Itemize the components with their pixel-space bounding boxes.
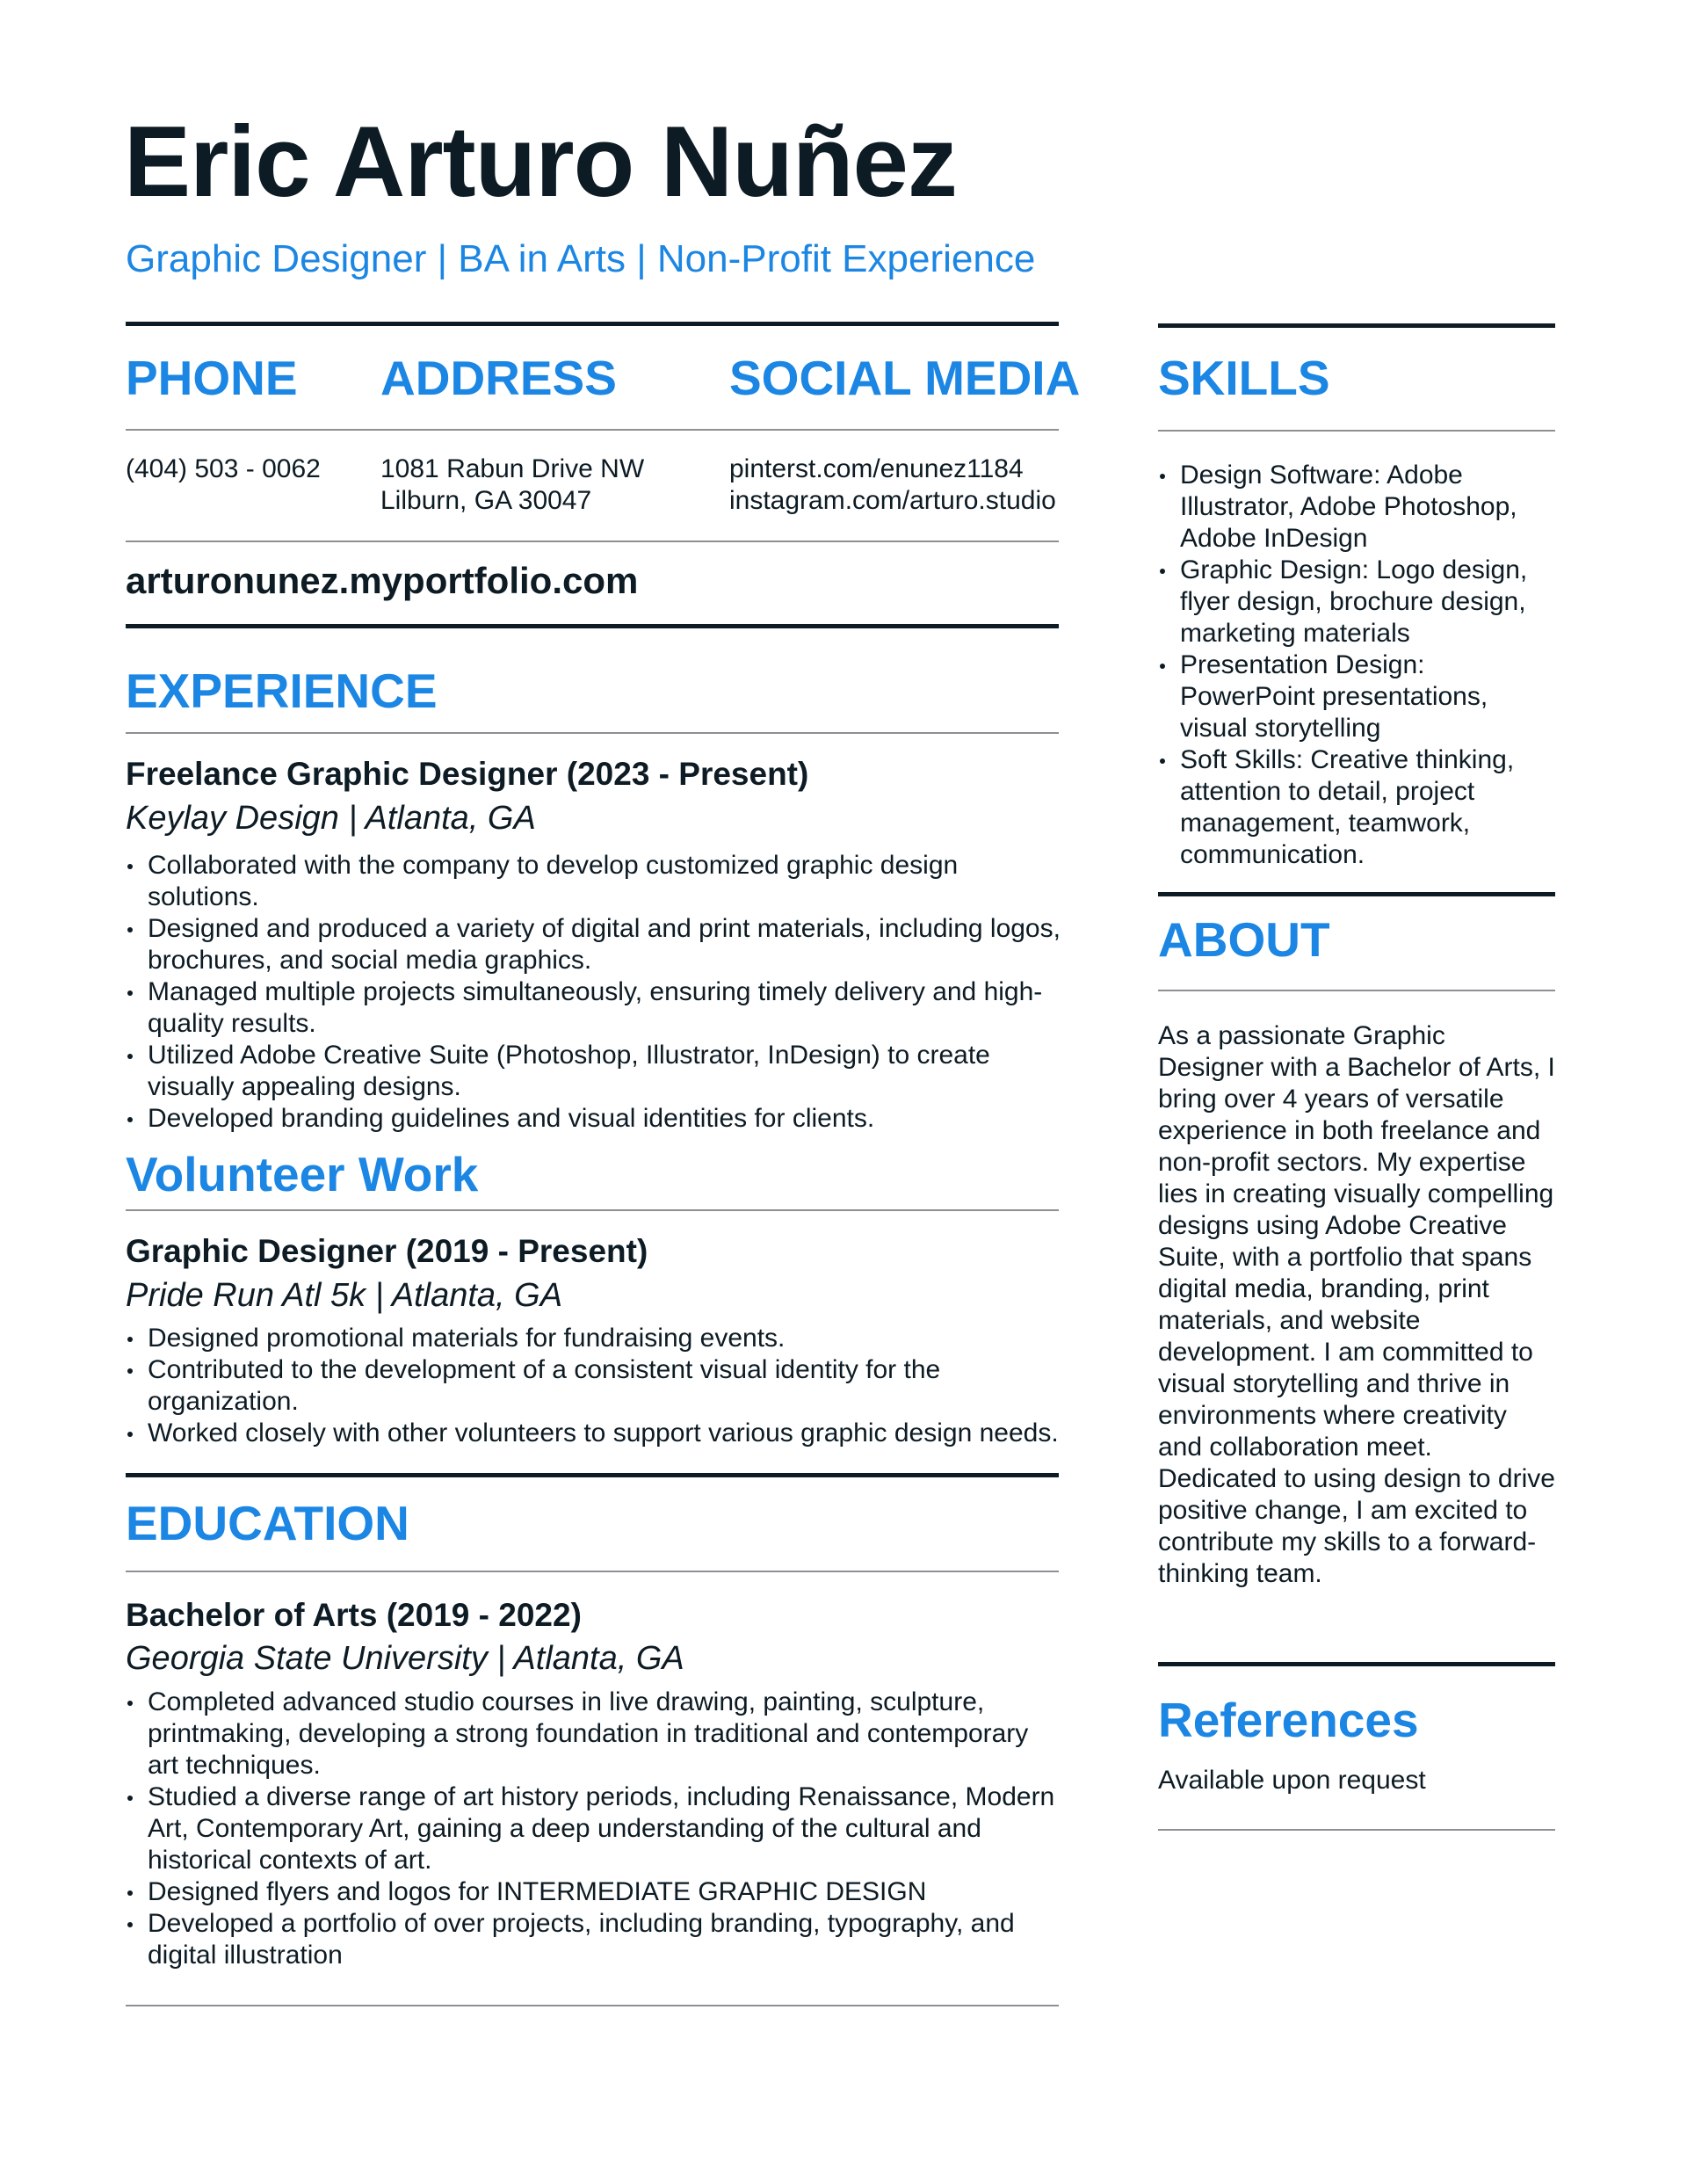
list-item: Soft Skills: Creative thinking, attention to detail, project management, teamwork, communication.: [1158, 744, 1558, 871]
list-item: Completed advanced studio courses in live drawing, painting, sculpture, printmaking, developing a strong foundation in traditional and contemporary art techniques.: [126, 1687, 1062, 1781]
education-top-rule: [126, 1473, 1059, 1477]
list-item: Contributed to the development of a consistent visual identity for the organization.: [126, 1354, 1062, 1418]
experience-heading: EXPERIENCE: [126, 664, 438, 718]
education-degree: Bachelor of Arts (2019 - 2022): [126, 1597, 582, 1633]
experience-job-title: Freelance Graphic Designer (2023 - Present): [126, 756, 809, 792]
list-item: Designed and produced a variety of digital and print materials, including logos, brochures, and social media graphics.: [126, 913, 1062, 976]
experience-divider: [126, 732, 1059, 734]
references-text: Available upon request: [1158, 1766, 1426, 1795]
phone-value: (404) 503 - 0062: [126, 454, 321, 483]
list-item: Managed multiple projects simultaneously, ensuring timely delivery and high-quality results.: [126, 976, 1062, 1040]
experience-bullet-list: [126, 850, 1062, 1135]
about-top-rule: [1158, 892, 1555, 896]
skills-divider: [1158, 430, 1555, 432]
address-line-2: Lilburn, GA 30047: [380, 486, 592, 515]
skills-top-rule: [1158, 323, 1555, 328]
experience-company: Keylay Design | Atlanta, GA: [126, 800, 536, 837]
contact-divider: [126, 429, 1059, 431]
address-heading: ADDRESS: [380, 351, 617, 405]
list-item: Design Software: Adobe Illustrator, Adobe Photoshop, Adobe InDesign: [1158, 460, 1558, 555]
website-rule: [126, 624, 1059, 628]
list-item: Developed a portfolio of over projects, including branding, typography, and digital illustration: [126, 1908, 1062, 1971]
list-item: Developed branding guidelines and visual identities for clients.: [126, 1103, 1062, 1135]
contact-bottom-divider: [126, 541, 1059, 542]
skills-heading: SKILLS: [1158, 351, 1330, 405]
list-item: Worked closely with other volunteers to support various graphic design needs.: [126, 1418, 1062, 1449]
phone-heading: PHONE: [126, 351, 298, 405]
list-item: Graphic Design: Logo design, flyer design, brochure design, marketing materials: [1158, 555, 1558, 649]
social-link-instagram[interactable]: instagram.com/arturo.studio: [729, 486, 1056, 515]
education-bullet-list: [126, 1687, 1062, 1971]
about-paragraph: As a passionate Graphic Designer with a Bachelor of Arts, I bring over 4 years of versatile experience in both freelance and non-profit sectors. My expertise lies in creating visually compelling designs using Adobe Creative Suite, with a portfolio that spans digital media, branding, print materials, and website development. I am committed to visual storytelling and thrive in environments where creativity and collaboration meet. Dedicated to using design to drive positive change, I am excited to contribute my skills to a forward-thinking team.: [1158, 1021, 1555, 1588]
references-top-rule: [1158, 1662, 1555, 1666]
education-bottom-divider: [126, 2005, 1059, 2006]
contact-top-rule: [126, 322, 1059, 326]
volunteer-organization: Pride Run Atl 5k | Atlanta, GA: [126, 1277, 563, 1314]
list-item: Designed promotional materials for fundraising events.: [126, 1323, 1062, 1354]
volunteer-job-title: Graphic Designer (2019 - Present): [126, 1233, 648, 1269]
education-divider: [126, 1571, 1059, 1572]
list-item: Studied a diverse range of art history periods, including Renaissance, Modern Art, Contemporary Art, gaining a deep understanding of the cultural and historical contexts of art.: [126, 1781, 1062, 1876]
about-divider: [1158, 990, 1555, 991]
list-item: Presentation Design: PowerPoint presentations, visual storytelling: [1158, 649, 1558, 744]
education-school: Georgia State University | Atlanta, GA: [126, 1640, 684, 1677]
references-heading: References: [1158, 1693, 1419, 1747]
volunteer-heading: Volunteer Work: [126, 1147, 479, 1201]
social-link-pinterest[interactable]: pinterst.com/enunez1184: [729, 454, 1024, 483]
references-bottom-divider: [1158, 1829, 1555, 1831]
about-heading: ABOUT: [1158, 912, 1330, 967]
list-item: Designed flyers and logos for INTERMEDIATE GRAPHIC DESIGN: [126, 1876, 1062, 1908]
portfolio-website-link[interactable]: arturonunez.myportfolio.com: [126, 560, 639, 601]
volunteer-divider: [126, 1209, 1059, 1211]
skills-bullet-list: [1158, 460, 1558, 871]
address-line-1: 1081 Rabun Drive NW: [380, 454, 645, 483]
volunteer-bullet-list: [126, 1323, 1062, 1449]
resume-name: Eric Arturo Nuñez: [124, 106, 957, 218]
resume-tagline: Graphic Designer | BA in Arts | Non-Profit Experience: [126, 237, 1036, 280]
list-item: Collaborated with the company to develop customized graphic design solutions.: [126, 850, 1062, 913]
education-heading: EDUCATION: [126, 1496, 409, 1550]
social-media-heading: SOCIAL MEDIA: [729, 351, 1081, 405]
list-item: Utilized Adobe Creative Suite (Photoshop, Illustrator, InDesign) to create visually appealing designs.: [126, 1040, 1062, 1103]
